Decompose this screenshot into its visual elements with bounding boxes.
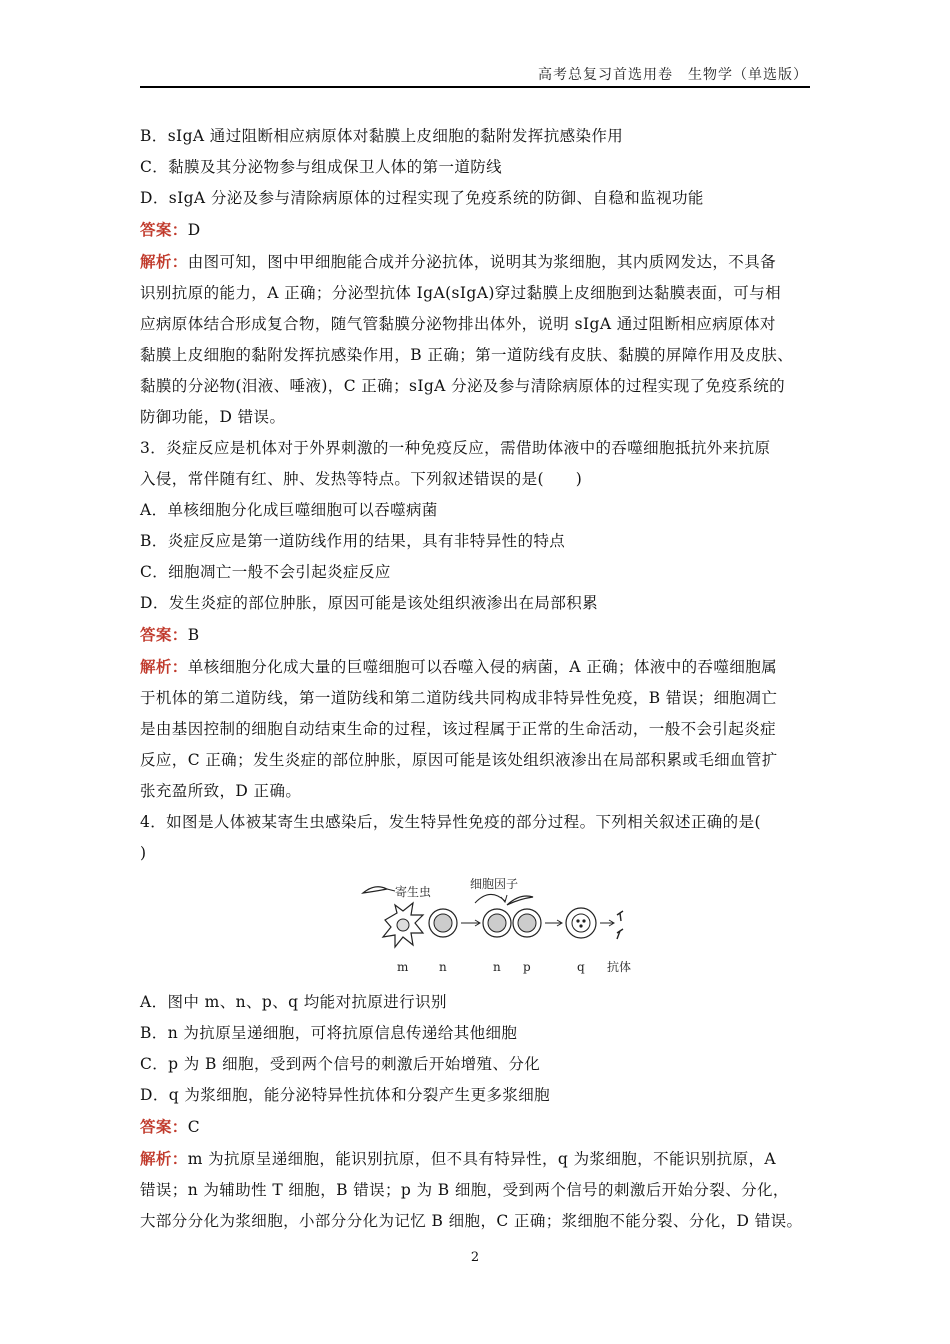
page-number: 2 <box>470 1250 480 1265</box>
q4-option-d: D．q 为浆细胞，能分泌特异性抗体和分裂产生更多浆细胞 <box>140 1086 551 1104</box>
header-divider <box>140 86 810 88</box>
page-header: 高考总复习首选用卷 生物学（单选版） <box>538 67 808 83</box>
q4-analysis-line: 大部分分化为浆细胞，小部分分化为记忆 B 细胞，C 正确；浆细胞不能分裂、分化，D 错误。 <box>140 1212 803 1230</box>
q2-analysis-line: 黏膜上皮细胞的黏附发挥抗感染作用，B 正确；第一道防线有皮肤、黏膜的屏障作用及皮肤、 <box>140 346 794 364</box>
answer-value: B <box>187 626 200 644</box>
cytokine-label: 细胞因子 <box>470 877 519 891</box>
answer-label: 答案： <box>140 220 188 239</box>
parasite-label: 寄生虫 <box>395 885 432 899</box>
label-antibody: 抗体 <box>607 960 632 974</box>
answer-value: D <box>187 221 201 239</box>
q4-stem: 4．如图是人体被某寄生虫感染后，发生特异性免疫的部分过程。下列相关叙述正确的是( <box>140 813 761 831</box>
cytokine-arrow <box>475 894 505 903</box>
q4-stem: ) <box>140 844 147 862</box>
answer-label: 答案： <box>140 625 188 644</box>
q4-answer <box>140 1111 812 1143</box>
q2-option-d: D．sIgA 分泌及参与清除病原体的过程实现了免疫系统的防御、自稳和监视功能 <box>140 189 704 207</box>
q3-option-a: A．单核细胞分化成巨噬细胞可以吞噬病菌 <box>140 501 438 519</box>
q3-analysis-line: 于机体的第二道防线，第一道防线和第二道防线共同构成非特异性免疫，B 错误；细胞凋亡 <box>140 689 778 707</box>
analysis-label: 解析： <box>140 1149 188 1168</box>
q3-analysis-line <box>140 651 812 683</box>
q3-option-b: B．炎症反应是第一道防线作用的结果，具有非特异性的特点 <box>140 532 566 550</box>
q2-analysis-line: 识别抗原的能力，A 正确；分泌型抗体 IgA(sIgA)穿过黏膜上皮细胞到达黏膜表面，可与相 <box>140 284 781 302</box>
q3-option-c: C．细胞凋亡一般不会引起炎症反应 <box>140 563 391 581</box>
q2-option-c: C．黏膜及其分泌物参与组成保卫人体的第一道防线 <box>140 158 503 176</box>
q3-stem: 入侵，常伴随有红、肿、发热等特点。下列叙述错误的是( ) <box>140 470 583 488</box>
page-content <box>140 121 812 1237</box>
immune-diagram <box>355 875 635 985</box>
q2-analysis-line: 黏膜的分泌物(泪液、唾液)，C 正确；sIgA 分泌及参与清除病原体的过程实现了免疫系统的 <box>140 377 786 395</box>
q3-stem: 3．炎症反应是机体对于外界刺激的一种免疫反应，需借助体液中的吞噬细胞抵抗外来抗原 <box>140 439 771 457</box>
q3-option-d: D．发生炎症的部位肿胀，原因可能是该处组织液渗出在局部积累 <box>140 594 599 612</box>
label-n: n <box>439 960 447 974</box>
antibody-icon <box>617 911 623 921</box>
analysis-label: 解析： <box>140 657 188 676</box>
label-p: p <box>523 960 531 974</box>
q4-analysis-line <box>140 1143 812 1175</box>
answer-label: 答案： <box>140 1117 188 1136</box>
analysis-text: m 为抗原呈递细胞，能识别抗原，但不具有特异性，q 为浆细胞，不能识别抗原，A <box>187 1150 776 1168</box>
answer-value: C <box>187 1118 200 1136</box>
q2-answer <box>140 214 812 246</box>
q3-analysis-line: 是由基因控制的细胞自动结束生命的过程，该过程属于正常的生命活动，一般不会引起炎症 <box>140 720 777 738</box>
label-n: n <box>493 960 501 974</box>
dendritic-cell-m <box>383 903 423 947</box>
q3-analysis-line: 反应，C 正确；发生炎症的部位肿胀，原因可能是该处组织液渗出在局部积累或毛细血管扩 <box>140 751 778 769</box>
label-q: q <box>577 960 585 974</box>
parasite-icon <box>507 896 533 905</box>
q4-option-b: B．n 为抗原呈递细胞，可将抗原信息传递给其他细胞 <box>140 1024 518 1042</box>
parasite-icon <box>363 887 387 893</box>
analysis-label: 解析： <box>140 252 188 271</box>
q4-analysis-line: 错误；n 为辅助性 T 细胞，B 错误；p 为 B 细胞，受到两个信号的刺激后开始分裂、分化， <box>140 1181 789 1199</box>
q3-answer <box>140 619 812 651</box>
q2-option-b: B．sIgA 通过阻断相应病原体对黏膜上皮细胞的黏附发挥抗感染作用 <box>140 127 624 145</box>
label-m: m <box>397 960 409 974</box>
analysis-text: 由图可知，图中甲细胞能合成并分泌抗体，说明其为浆细胞，其内质网发达，不具备 <box>187 253 777 271</box>
q2-analysis-line <box>140 246 812 278</box>
q2-analysis-line: 应病原体结合形成复合物，随气管黏膜分泌物排出体外，说明 sIgA 通过阻断相应病原体对 <box>140 315 776 333</box>
q2-analysis-line: 防御功能，D 错误。 <box>140 408 286 426</box>
analysis-text: 单核细胞分化成大量的巨噬细胞可以吞噬入侵的病菌，A 正确；体液中的吞噬细胞属 <box>187 658 778 676</box>
immune-process-figure <box>140 875 812 985</box>
q3-analysis-line: 张充盈所致，D 正确。 <box>140 782 302 800</box>
q4-option-a: A．图中 m、n、p、q 均能对抗原进行识别 <box>140 993 447 1011</box>
q4-option-c: C．p 为 B 细胞，受到两个信号的刺激后开始增殖、分化 <box>140 1055 541 1073</box>
